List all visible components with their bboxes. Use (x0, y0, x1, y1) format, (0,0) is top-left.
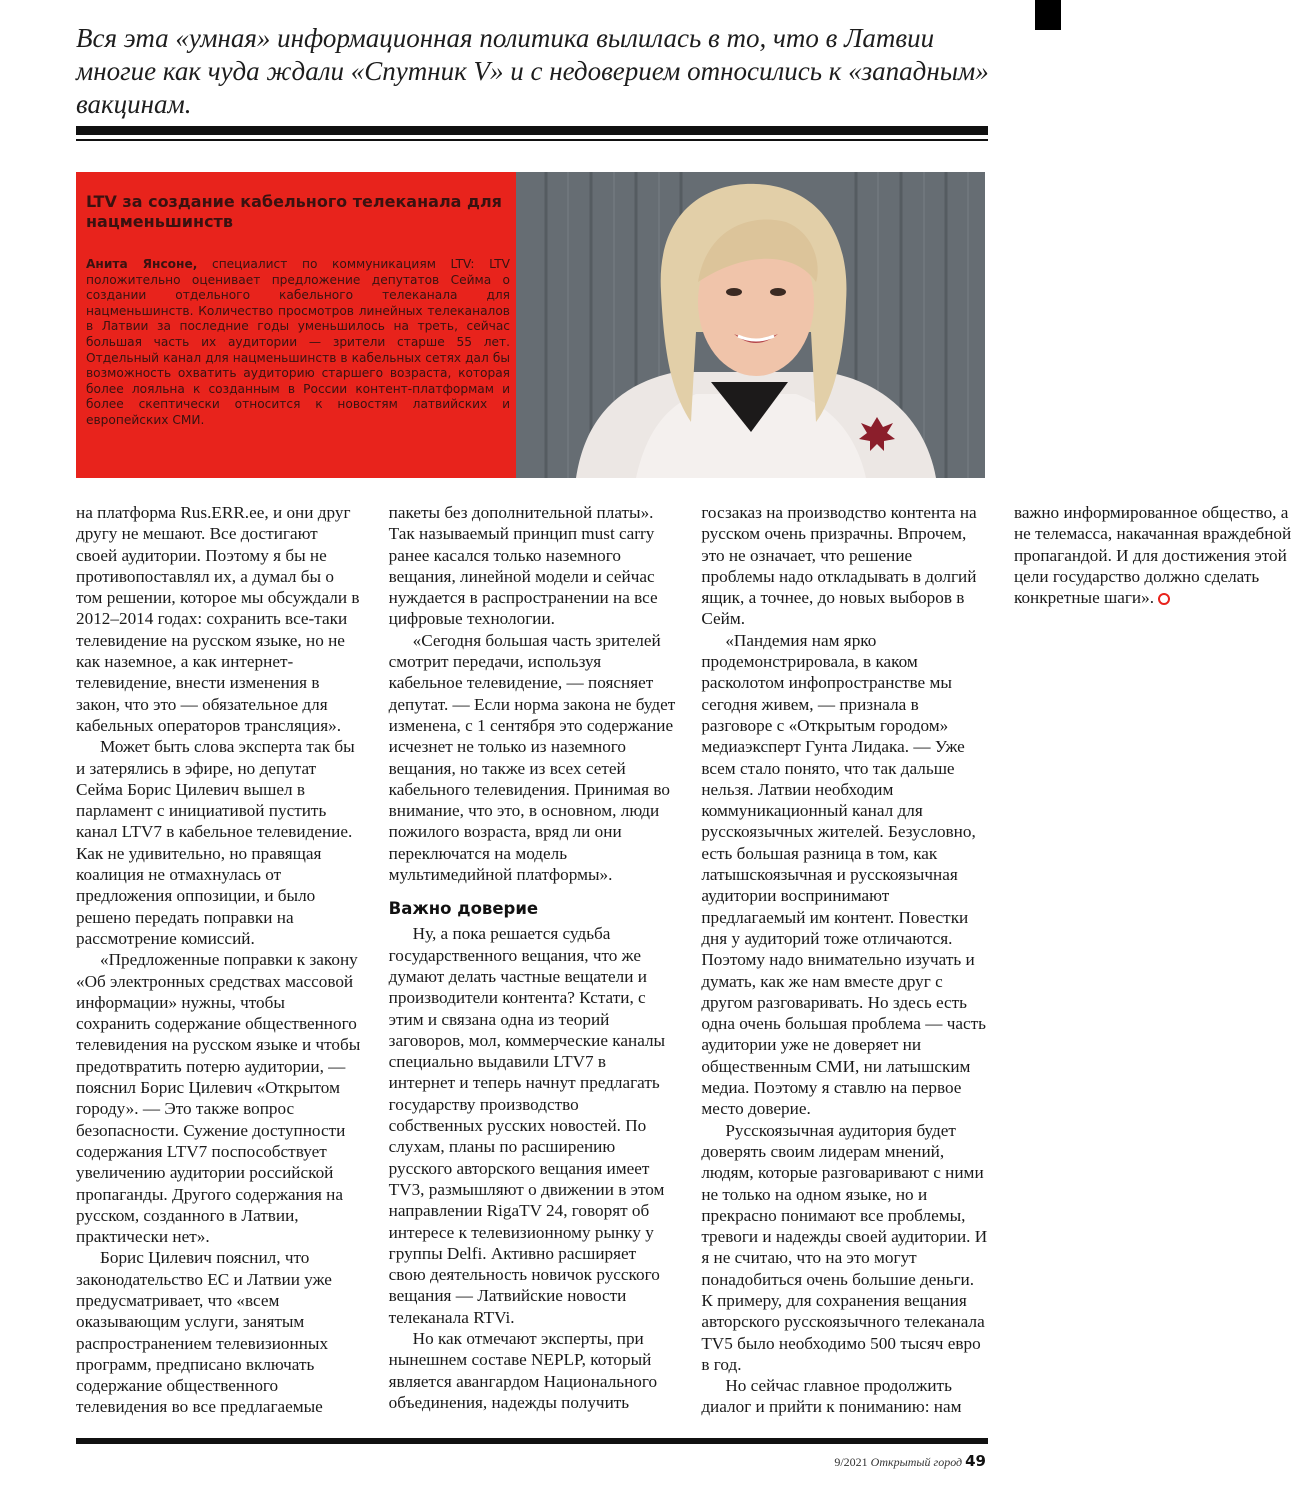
footer-rule (76, 1438, 988, 1444)
portrait-photo (516, 172, 985, 478)
article-paragraph: «Пандемия нам ярко продемонстрировала, в каком расколотом инфопространстве мы сегодня живем, — признала в разговоре с «Открытым городом» медиаэксперт Гунта Лидака. — Уже всем стало понято, что так дальше нельзя. Латвии необходим коммуникационный канал для русскоязычных жителей. Безусловно, есть большая разница в том, как латышскоязычная и русскоязычная аудитории воспринимают предлагаемый им контент. Повестки дня у аудиторий тоже отличаются. Поэтому надо внимательно изучать и думать, как же нам вместе друг с другом разговаривать. Но здесь есть одна очень большая проблема — часть аудитории уже не доверяет ни общественным СМИ, ни латышским медиа. Поэтому я ставлю на первое место доверие. (701, 630, 986, 1119)
sidebar-title: LTV за создание кабельного телеканала для нацменьшинств (86, 192, 502, 231)
sidebar-person-name: Анита Янсоне, (86, 257, 198, 271)
sidebar-text (86, 257, 510, 429)
end-of-article-icon (1158, 593, 1170, 605)
article-paragraph: на платформа Rus.ERR.ee, и они друг другу не мешают. Все достигают своей аудитории. Поэтому я бы не противопоставлял их, а думал бы о том решении, которое мы обсуждали в 2012–2014 годах: сохранить все-таки телевидение на русском языке, но не как наземное, а как интернет-телевидение, внести изменения в закон, что это — обязательное для кабельных операторов трансляция». (76, 503, 360, 735)
article-paragraph: «Предложенные поправки к закону «Об электронных средствах массовой информации» нужны, чтобы сохранить содержание общественного телевидения на русском языке и чтобы предотвратить потерю аудитории, — пояснил Борис Цилевич «Открытом городу». — Это также вопрос безопасности. Сужение доступности содержания LTV7 поспособствует увеличению аудитории российской пропаганды. Другого содержания на русском, созданного в Латвии, практически нет». (76, 950, 361, 1247)
page-edge-mark (1035, 0, 1061, 30)
article-paragraph: «Сегодня большая часть зрителей смотрит передачи, используя кабельное телевидение, — поясняет депутат. — Если норма закона не будет изменена, с 1 сентября это содержание исчезнет не только из наземного вещания, но также из всех сетей кабельного телевидения. Принимая во внимание, что это, в основном, люди пожилого возраста, вряд ли они переключатся на модель мультимедийной платформы». (388, 630, 676, 885)
magazine-name: Открытый город (870, 1455, 963, 1469)
article-paragraph: Но как отмечают эксперты, при нынешнем составе NEPLP, который является авангардом Национального объединения, надежды получить госзаказ на производство контента на русском очень призрачны. Впрочем, это не означает, что решение проблемы надо откладывать в долгий ящик, а точнее, до новых выборов в Сейм. (388, 503, 977, 1412)
divider-rule (76, 126, 988, 135)
article-paragraph: Может быть слова эксперта так бы и затерялись в эфире, но депутат Сейма Борис Цилевич вышел в парламент с инициативой пустить канал LTV7 в кабельное телевидение. Как не удивительно, но правящая коалиция не отмахнулась от предложения оппозиции, и было решено передать поправки на рассмотрение комиссий. (76, 737, 355, 948)
article-paragraph: Ну, а пока решается судьба государственного вещания, что же думают делать частные вещатели и производители контента? Кстати, с этим и связана одна из теорий заговоров, мол, коммерческие каналы специально выдавили LTV7 в интернет и теперь начнут предлагать государству производство собственных русских новостей. По слухам, планы по расширению русского авторского вещания имеет TV3, размышляют о движении в этом направлении RigaTV 24, говорят об интересе к телевизионному рынку у группы Delfi. Активно расширяет свою деятельность новичок русского вещания — Латвийские новости телеканала RTVi. (388, 924, 666, 1327)
page-footer (834, 1452, 986, 1470)
divider-rule-thin (76, 139, 988, 141)
article-paragraph: Русскоязычная аудитория будет доверять своим лидерам мнений, людям, которые разговаривают с ними не только на одном языке, но и прекрасно понимают все проблемы, тревоги и надежды своей аудитории. И я не считаю, что на это могут понадобиться очень большие деньги. К примеру, для сохранения вещания авторского русскоязычного телеканала TV5 было необходимо 500 тысяч евро в год. (701, 1120, 988, 1374)
pull-quote: Вся эта «умная» информационная политика вылилась в то, что в Латвии многие как чуда ждали «Спутник V» и с недоверием относились к «западным» вакцинам. (76, 23, 989, 119)
article-paragraph-text: Но сейчас главное продолжить диалог и прийти к пониманию: нам важно информированное общество, а не телемасса, накачанная враждебной пропагандой. И для достижения этой цели государство должно сделать конкретные шаги». (701, 503, 1292, 1417)
page-number: 49 (965, 1452, 986, 1470)
issue-number: 9/2021 (834, 1455, 868, 1469)
article-paragraph: Борис Цилевич пояснил, что законодательство ЕС и Латвии уже предусматривает, что «всем оказывающим услуги, занятым распространением телевизионных программ, предписано включать содержание общественного телевидения во все предлагаемые пакеты без дополнительной платы». Так называемый принцип must carry ранее касался только наземного вещания, линейной модели и сейчас нуждается в распространении на все цифровые технологии. (76, 503, 658, 1417)
article-body (76, 502, 1292, 1422)
sidebar-body-text: специалист по коммуникациям LTV: LTV положительно оценивает предложение депутатов Сейма о создании отдельного кабельного телеканала для нацменьшинств. Количество просмотров линейных телеканалов в Латвии за последние годы уменьшилось на треть, сейчас большая часть их аудитории — зрители старше 55 лет. Отдельный канал для нацменьшинств в кабельных сетях дал бы возможность охватить аудиторию старшего возраста, которая более лояльна к созданным в России контент-платформам и более скептически относится к новостям латвийских и европейских СМИ. (86, 257, 510, 427)
section-heading: Важно доверие (388, 899, 539, 919)
sidebar-box (76, 172, 516, 478)
